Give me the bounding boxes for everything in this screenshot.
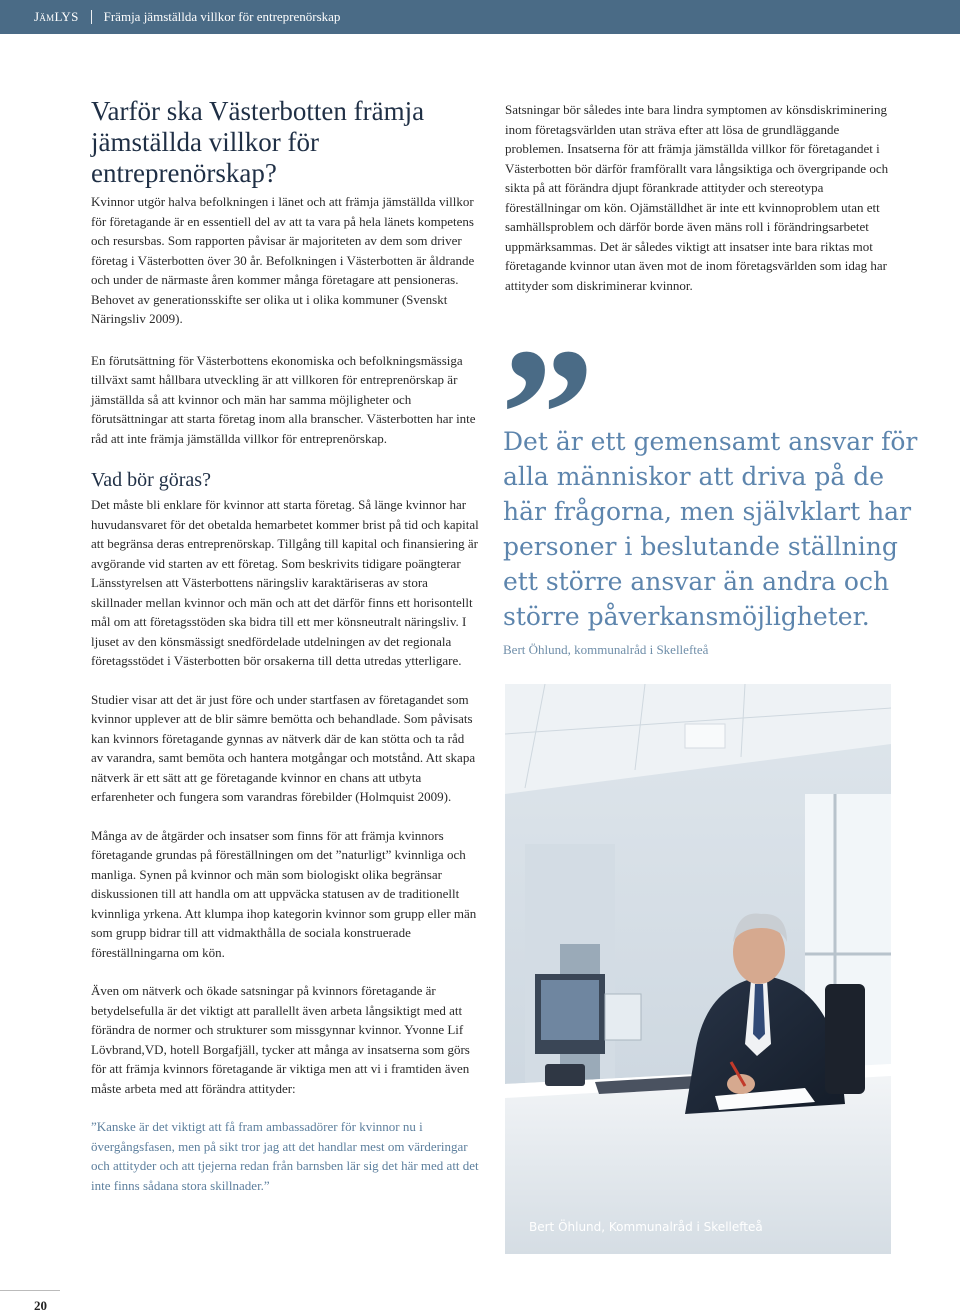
- pull-quote: Det är ett gemensamt ansvar för alla människor att driva på de här frågorna, men självklart har personer i beslutande ställning ett större ansvar än andra och större påverkansmöjligheter.: [503, 427, 918, 631]
- header-separator: [91, 10, 92, 24]
- office-photo: [505, 684, 891, 1254]
- page-number: 20: [34, 1298, 47, 1313]
- paragraph-3: Studier visar att det är just före och under startfasen av företagandet som kvinnor upplever att de blir sämre bemötta och behandlade. Som påvisats kan kvinnors företagande gynnas av nätverk där de kan stötta och ta råd av varandra, samt bemöta och hantera motgångar och motstånd. Att skapa nätverk är ett sätt att ge företagande kvinnor en chans att utbyta erfarenheter och fungera som varandras förebilder (Holmquist 2009).: [91, 691, 476, 804]
- photo-caption: Bert Öhlund, Kommunalråd i Skellefteå: [529, 1220, 763, 1234]
- article-title: Varför ska Västerbotten främja jämställda villkor för entreprenörskap?: [91, 96, 425, 188]
- right-column: [505, 100, 893, 314]
- paragraph-1: En förutsättning för Västerbottens ekonomiska och befolkningsmässiga tillväxt samt hållbara utveckling är att villkoren för entreprenörskap är jämställda så att kvinnor och män har samma möjligheter och förutsättningar att starta företag inom alla branscher. Västerbotten har inte råd att inte främja jämställda villkor för entreprenörskap.: [91, 352, 476, 446]
- left-column: [91, 96, 479, 1214]
- page-header: [0, 0, 960, 34]
- paragraph-4: Många av de åtgärder och insatser som finns för att främja kvinnors företagande grundas på föreställningen om det ”naturligt” kvinnliga och manliga. Synen på kvinnor och män som biologiskt olika begränsar diskussionen till att handla om att uppväcka statusen av de traditionellt kvinnliga yrkena. Att klumpa ihop kategorin kvinnor som grupp eller män som grupp bidrar till att vidmakthålla de sociala konstruerade föreställningarna om kön.: [91, 827, 477, 960]
- header-title: Främja jämställda villkor för entreprenörskap: [103, 9, 341, 24]
- header-brand: JämLYS: [34, 9, 79, 24]
- subheading-vad-bor-goras: Vad bör göras?: [91, 469, 211, 491]
- quote-mark-icon: ”: [500, 310, 595, 520]
- page-number-rule: [0, 1290, 60, 1291]
- pull-quote-attribution: Bert Öhlund, kommunalråd i Skellefteå: [503, 642, 709, 657]
- intro-paragraph: Kvinnor utgör halva befolkningen i länet och att främja jämställda villkor för företagande är en essentiell del av att ta vara på hela länets kompetens och resursbas. Som rapporten påvisar är majoriteten av dem som driver företag i Västerbotten över 30 år. Befolkningen i Västerbotten är åldrande och under de närmaste åren kommer många företagare att pensioneras. Behovet av generationsskifte ser olika ut i olika kommuner (Svenskt Näringsliv 2009).: [91, 194, 475, 326]
- paragraph-5: Även om nätverk och ökade satsningar på kvinnors företagande är betydelsefulla är det viktigt att parallellt även arbeta långsiktigt med att förändra de normer och strukturer som missgynnar kvinnor. Yvonne Lif Lövbrand,VD, hotell Borgafjäll, tycker att många av insatserna som görs för att främja kvinnors företagande är viktiga men att vi i framtiden även måste arbeta med att förändra attityder:: [91, 983, 470, 1096]
- paragraph-2: Det måste bli enklare för kvinnor att starta företag. Så länge kvinnor har huvudansvaret för det obetalda hemarbetet kommer brist på tid och kapital att begränsa deras entreprenörskap. Tillgång till kapital och finansiering är avgörande vid starten av ett företag. Som beskrivits tidigare poängterar Länsstyrelsen att Västerbottens näringsliv karaktäriseras av stora skillnader mellan kvinnor och män och att det därför finns ett horisontellt mål om att företagsstöden ska bidra till ett mer könsneutralt näringsliv. I ljuset av den könsmässigt snedfördelade utdelningen av det regionala företagsstödet i Västerbotten bör orsakerna till detta utredas ytterligare.: [91, 497, 479, 668]
- office-illustration: [505, 684, 891, 1254]
- interview-quote: ”Kanske är det viktigt att få fram ambassadörer för kvinnor nu i övergångsfasen, men på sikt tror jag att det handlar mest om värderingar och attityder och att tjejerna redan från barnsben lär sig det här med att det inte finns sådana stora skillnader.”: [91, 1119, 479, 1193]
- right-paragraph-1: Satsningar bör således inte bara lindra symptomen av könsdiskriminering inom företagsvärlden utan sträva efter att lösa de grundläggande problemen. Insatserna för att främja jämställda villkor för företagandet i Västerbotten bör därför framförallt vara långsiktiga och övergripande och sikta på att förändra djupt förankrade attityder och stereotypa föreställningar om kön. Ojämställdhet är inte ett kvinnoproblem utan ett samhällsproblem och därför borde även mäns roll i förändringsarbetet uppmärksammas. Det är således viktigt att insatser inte bara riktas mot företagande kvinnor utan även mot de inom företagsvärlden som idag har attityder som diskriminerar kvinnor.: [505, 102, 889, 293]
